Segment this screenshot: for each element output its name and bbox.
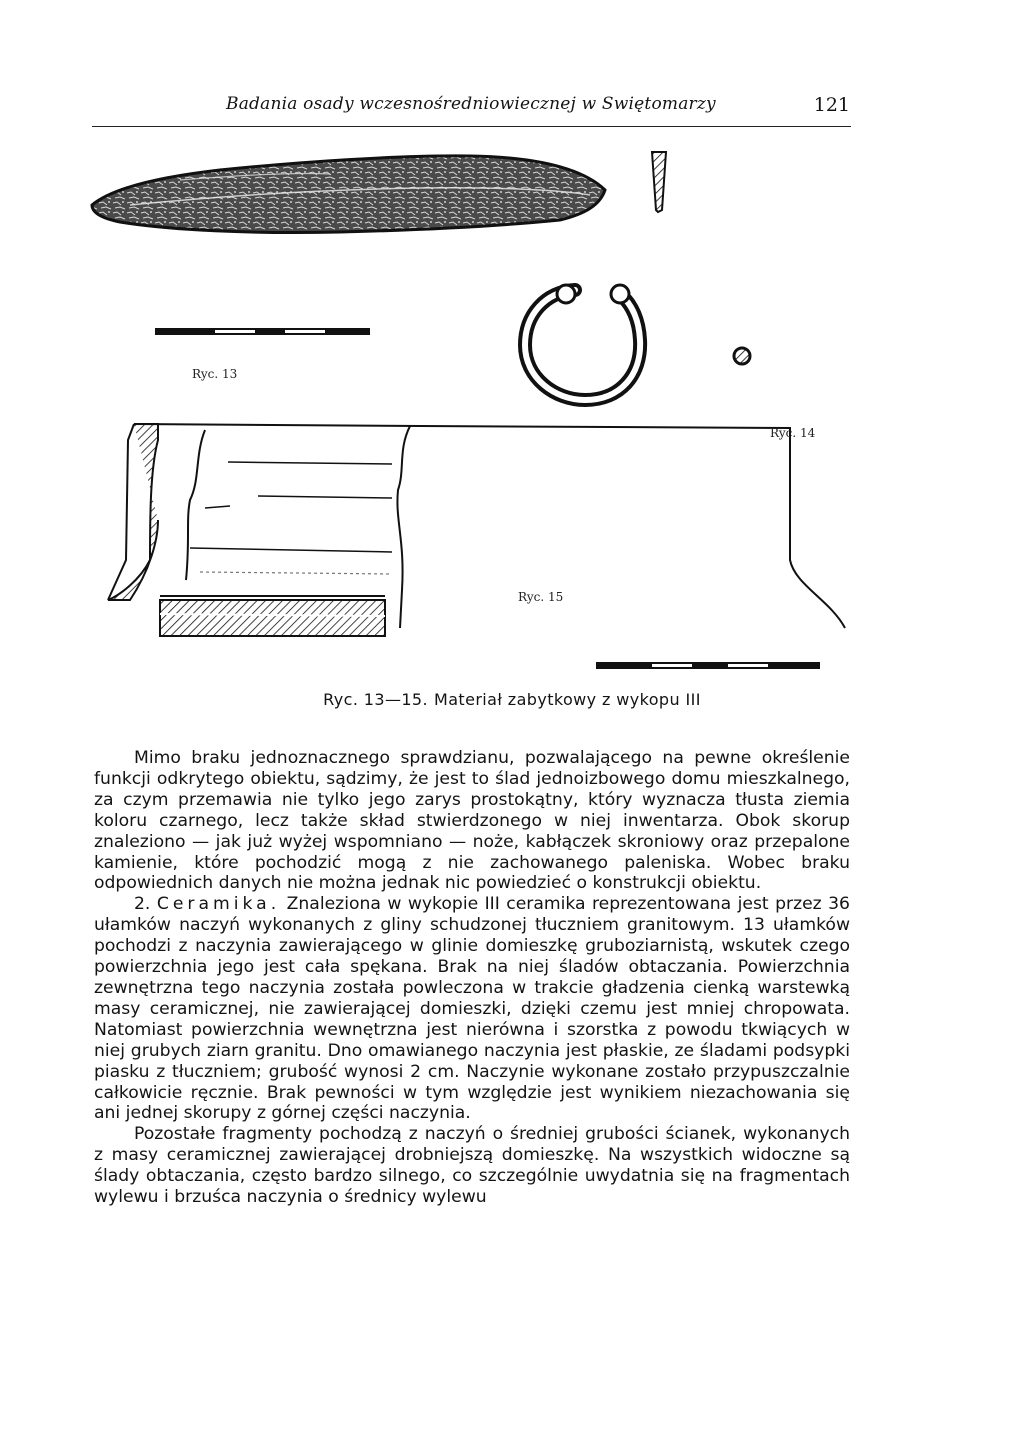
figure-plate [0, 130, 1024, 690]
running-title: Badania osady wczesnośredniowiecznej w Swiętomarzy [226, 94, 716, 114]
section-heading: Ceramika. [156, 894, 281, 915]
temple-ring-drawing [525, 285, 640, 400]
scale-bar-1 [155, 328, 370, 335]
ring-section-drawing [734, 348, 750, 364]
fig13-label: Ryc. 13 [192, 367, 238, 381]
vessel-profile-drawing [108, 424, 845, 636]
body-text [94, 748, 850, 1208]
figure-caption [0, 690, 1024, 709]
running-header [226, 94, 852, 122]
paragraph-2-text: Znaleziona w wykopie III ceramika reprezentowana jest przez 36 ułamków naczyń wykonanych z gliny schudzonej tłuczniem granitowym. 13 ułamków pochodzi z naczynia zawierającego w glinie domieszkę gruboziarnistą, wskutek czego powierzchnia jego jest cała spękana. Brak na niej śladów obtaczania. Powierzchnia zewnętrzna tego naczynia została powleczona w trakcie gładzenia cienką warstewką masy ceramicznej, nie zawierającej domieszki, dzięki czemu jest mniej chropowata. Natomiast powierzchnia wewnętrzna jest nierówna i szorstka z powodu tkwiących w niej grubych ziarn granitu. Dno omawianego naczynia jest płaskie, ze śladami podsypki piasku z tłuczniem; grubość wynosi 2 cm. Naczynie wykonane zostało przypuszczalnie całkowicie ręcznie. Brak pewności w tym względzie jest wynikiem niezachowania się ani jednej skorupy z górnej części naczynia. [94, 894, 850, 1124]
header-rule [92, 126, 851, 127]
fig15-label: Ryc. 15 [518, 590, 564, 604]
paragraph-1: Mimo braku jednoznacznego sprawdzianu, pozwalającego na pewne określenie funkcji odkrytego obiektu, sądzimy, że jest to ślad jednoizbowego domu mieszkalnego, za czym przemawia nie tylko jego zarys prostokątny, który wyznacza tłusta ziemia koloru czarnego, lecz także skład stwierdzonego w niej inwentarza. Obok skorup znaleziono — jak już wyżej wspomniano — noże, kabłączek skroniowy oraz przepalone kamienie, które pochodzić mogą z nie zachowanego paleniska. Wobec braku odpowiednich danych nie można jednak nic powiedzieć o konstrukcji obiektu. [94, 748, 850, 894]
paragraph-2 [94, 894, 850, 1124]
page-number: 121 [813, 94, 850, 116]
scale-bar-2 [596, 662, 820, 669]
paragraph-3: Pozostałe fragmenty pochodzą z naczyń o średniej grubości ścianek, wykonanych z masy ceramicznej zawierającej drobniejszą domieszkę. Na wszystkich widoczne są ślady obtaczania, często bardzo silnego, co szczególnie uwydatnia się na fragmentach wylewu i brzuśca naczynia o średnicy wylewu [94, 1124, 850, 1208]
caption-number: Ryc. 13—15. [323, 690, 428, 709]
knife-section-drawing [652, 152, 666, 212]
fig14-label: Ryc. 14 [770, 426, 816, 440]
figure-drawings [0, 130, 1024, 690]
knife-drawing [92, 156, 605, 233]
caption-text: Materiał zabytkowy z wykopu III [434, 690, 701, 709]
section-number: 2. [134, 894, 151, 915]
